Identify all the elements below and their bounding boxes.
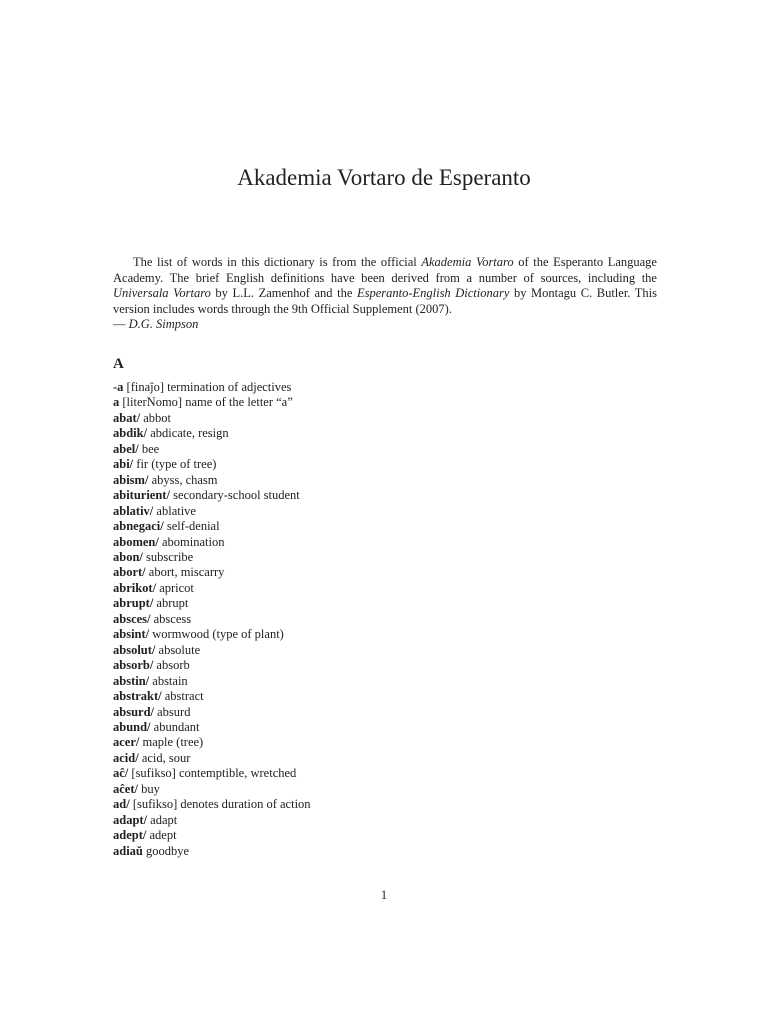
entry-headword: absces/ <box>113 611 151 626</box>
intro-text-1: The list of words in this dictionary is from the official <box>133 255 422 269</box>
entry-headword: absorb/ <box>113 658 154 673</box>
dictionary-entry <box>113 705 311 720</box>
dictionary-entry <box>113 735 311 750</box>
entry-definition: abstract <box>161 689 204 704</box>
entry-headword: a <box>113 395 120 410</box>
entry-headword: abat/ <box>113 410 141 425</box>
entry-headword: abund/ <box>113 719 151 734</box>
intro-text-2: of the Esperanto Language Academy. The brief English definitions have been derived from a number of sources, including the <box>113 255 657 285</box>
entry-headword: abon/ <box>113 549 143 564</box>
entry-definition: adapt <box>147 812 178 827</box>
entry-headword: absolut/ <box>113 642 156 657</box>
dictionary-entry <box>113 473 311 488</box>
intro-title-akademia-vortaro: Akademia Vortaro <box>421 255 514 269</box>
entry-definition: acid, sour <box>138 750 191 765</box>
dictionary-entry <box>113 426 311 441</box>
entry-definition: fir (type of tree) <box>133 457 217 472</box>
dictionary-entry <box>113 411 311 426</box>
dictionary-entry <box>113 596 311 611</box>
dictionary-entry <box>113 689 311 704</box>
dictionary-entry <box>113 658 311 673</box>
entry-headword: adapt/ <box>113 812 148 827</box>
dictionary-entry <box>113 442 311 457</box>
entry-headword: abi/ <box>113 457 134 472</box>
entry-definition: abstain <box>149 673 188 688</box>
entry-definition: bee <box>138 441 160 456</box>
entry-headword: absurd/ <box>113 704 154 719</box>
dictionary-entry <box>113 643 311 658</box>
entry-headword: ablativ/ <box>113 503 154 518</box>
entry-headword: aĉ/ <box>113 766 129 781</box>
entry-definition: goodbye <box>142 843 190 858</box>
entry-definition: [sufikso] denotes duration of action <box>129 797 311 812</box>
dictionary-entry <box>113 581 311 596</box>
dictionary-entry <box>113 782 311 797</box>
dictionary-entry <box>113 565 311 580</box>
entry-definition: abyss, chasm <box>148 472 218 487</box>
entry-headword: abnegaci/ <box>113 519 164 534</box>
intro-text-3: by L.L. Zamenhof and the <box>210 286 357 300</box>
entry-headword: abdik/ <box>113 426 148 441</box>
entry-headword: absint/ <box>113 627 150 642</box>
entry-headword: abrikot/ <box>113 580 157 595</box>
dictionary-entry <box>113 828 311 843</box>
entry-definition: apricot <box>156 580 194 595</box>
entry-definition: wormwood (type of plant) <box>149 627 284 642</box>
section-heading: A <box>113 356 124 372</box>
entry-definition: abbot <box>140 410 171 425</box>
entry-definition: abrupt <box>153 596 189 611</box>
dictionary-entry <box>113 395 311 410</box>
attribution-dash: — <box>113 317 129 331</box>
entry-headword: aĉet/ <box>113 781 138 796</box>
entry-headword: acer/ <box>113 735 140 750</box>
dictionary-entry <box>113 751 311 766</box>
entry-headword: abism/ <box>113 472 149 487</box>
intro-title-esperanto-english-dictionary: Esperanto-English Dictionary <box>356 286 510 300</box>
intro-title-universala-vortaro: Universala Vortaro <box>113 286 211 300</box>
dictionary-entry <box>113 612 311 627</box>
dictionary-entry <box>113 627 311 642</box>
entry-headword: abrupt/ <box>113 596 154 611</box>
entry-headword: abstrakt/ <box>113 689 162 704</box>
entry-definition: abdicate, resign <box>147 426 229 441</box>
entry-definition: subscribe <box>142 549 194 564</box>
entry-definition: secondary-school student <box>169 488 300 503</box>
dictionary-entry <box>113 504 311 519</box>
dictionary-entry <box>113 380 311 395</box>
entry-definition: absorb <box>153 658 190 673</box>
entry-headword: abstin/ <box>113 673 150 688</box>
dictionary-entry <box>113 535 311 550</box>
entry-headword: acid/ <box>113 750 139 765</box>
entry-definition: abort, miscarry <box>145 565 225 580</box>
dictionary-entry <box>113 766 311 781</box>
dictionary-entry <box>113 519 311 534</box>
entry-headword: adiaŭ <box>113 843 143 858</box>
entry-definition: adept <box>146 828 177 843</box>
dictionary-entry <box>113 488 311 503</box>
document-title: Akademia Vortaro de Esperanto <box>237 165 531 190</box>
dictionary-entry <box>113 720 311 735</box>
entry-definition: [finaĵo] termination of adjectives <box>123 380 292 394</box>
entry-headword: -a <box>113 380 124 394</box>
entry-definition: ablative <box>153 503 196 518</box>
dictionary-entry-list <box>113 380 311 859</box>
entry-definition: [literNomo] name of the letter “a” <box>119 395 293 410</box>
entry-definition: abscess <box>150 611 192 626</box>
entry-headword: abel/ <box>113 441 139 456</box>
intro-paragraph <box>113 255 657 333</box>
page-number: 1 <box>380 888 388 902</box>
entry-definition: buy <box>137 781 160 796</box>
dictionary-entry <box>113 813 311 828</box>
entry-definition: abundant <box>150 719 200 734</box>
entry-definition: absurd <box>154 704 191 719</box>
dictionary-entry <box>113 797 311 812</box>
entry-definition: maple (tree) <box>139 735 204 750</box>
entry-headword: abomen/ <box>113 534 159 549</box>
entry-definition: [sufikso] contemptible, wretched <box>128 766 297 781</box>
entry-definition: absolute <box>155 642 201 657</box>
attribution-name: D.G. Simpson <box>128 317 199 331</box>
entry-definition: abomination <box>158 534 225 549</box>
entry-headword: adept/ <box>113 828 147 843</box>
entry-definition: self-denial <box>163 519 220 534</box>
entry-headword: abort/ <box>113 565 146 580</box>
entry-headword: ad/ <box>113 797 130 812</box>
dictionary-entry <box>113 457 311 472</box>
entry-headword: abiturient/ <box>113 488 170 503</box>
dictionary-entry <box>113 844 311 859</box>
dictionary-entry <box>113 674 311 689</box>
dictionary-entry <box>113 550 311 565</box>
intro-text-4: by Montagu C. Butler. This version includes words through the 9th Official Supplement (2007). <box>113 286 657 316</box>
